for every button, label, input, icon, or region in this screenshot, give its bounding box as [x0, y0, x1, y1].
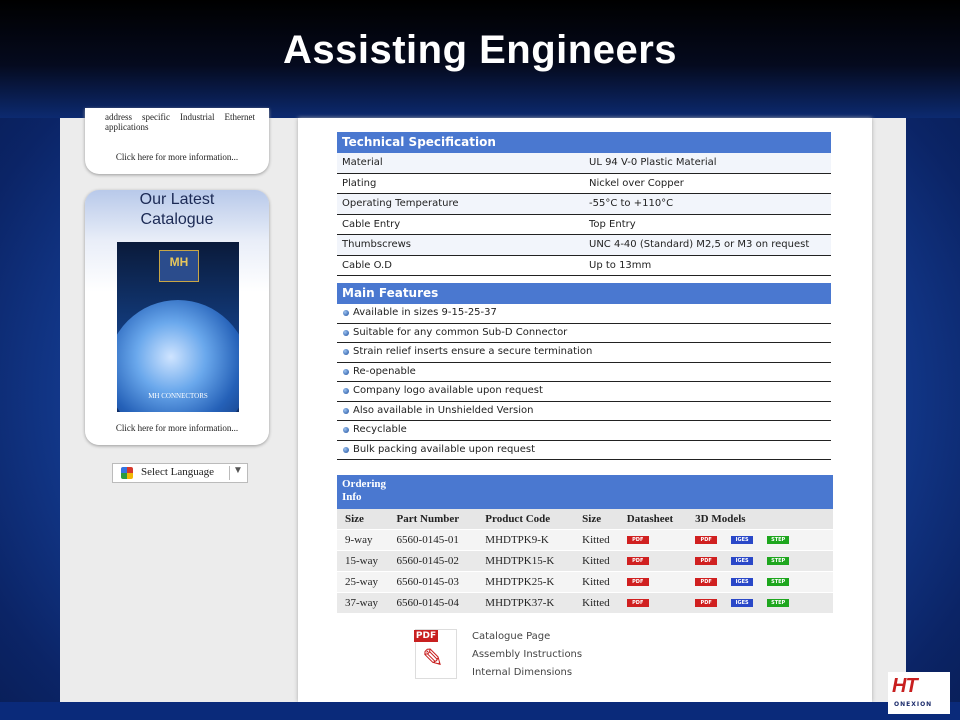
size-cell: 15-way [337, 551, 389, 572]
google-icon [121, 467, 133, 479]
feature-item [337, 304, 831, 324]
models-cell [687, 593, 833, 614]
model-pdf-button[interactable]: PDF [695, 557, 717, 565]
bullet-icon [343, 330, 349, 336]
language-label: Select Language [141, 466, 214, 478]
feature-text: Available in sizes 9-15-25-37 [353, 307, 497, 318]
spec-value: Nickel over Copper [589, 177, 684, 189]
bullet-icon [343, 408, 349, 414]
ordering-heading-line1: Ordering [342, 478, 386, 490]
info-card-link[interactable]: Click here for more information... [115, 152, 239, 162]
ordering-table [337, 475, 833, 613]
product-code-cell: MHDTPK9-K [477, 530, 574, 551]
product-panel [298, 118, 872, 702]
feature-item [337, 343, 831, 363]
datasheet-pdf-button[interactable]: PDF [627, 536, 649, 544]
datasheet-pdf-button[interactable]: PDF [627, 578, 649, 586]
chevron-down-icon[interactable]: ▼ [233, 465, 243, 476]
datasheet-pdf-button[interactable]: PDF [627, 599, 649, 607]
info-card [85, 108, 269, 174]
sidebar [60, 112, 296, 702]
catalogue-heading-line2: Catalogue [140, 211, 214, 228]
datasheet-cell [619, 551, 687, 572]
catalogue-link[interactable]: Click here for more information... [115, 423, 239, 433]
spec-key: Operating Temperature [342, 198, 459, 209]
catalogue-heading [85, 190, 269, 230]
feature-item [337, 402, 831, 422]
column-header: Datasheet [619, 509, 687, 530]
model-iges-button[interactable]: IGES [731, 536, 753, 544]
document-link[interactable]: Assembly Instructions [472, 649, 583, 660]
part-number-cell: 6560-0145-03 [389, 572, 478, 593]
logo-subtext: ONEXION [894, 701, 933, 708]
select-divider [229, 466, 230, 480]
bullet-icon [343, 388, 349, 394]
spec-row [337, 215, 831, 236]
catalogue-cover-image[interactable] [117, 242, 239, 412]
model-iges-button[interactable]: IGES [731, 578, 753, 586]
column-header: Size [337, 509, 389, 530]
feature-text: Re-openable [353, 365, 416, 377]
model-iges-button[interactable]: IGES [731, 557, 753, 565]
logo-mark: HT [892, 675, 917, 697]
model-step-button[interactable]: STEP [767, 599, 789, 607]
models-cell [687, 572, 833, 593]
bullet-icon [343, 349, 349, 355]
tech-spec-heading: Technical Specification [337, 132, 831, 153]
cover-logo: MH [159, 250, 199, 282]
cover-brand: MH CONNECTORS [148, 392, 208, 400]
document-links [472, 628, 582, 682]
model-step-button[interactable]: STEP [767, 536, 789, 544]
spec-value: UL 94 V-0 Plastic Material [589, 157, 717, 168]
spec-row [337, 194, 831, 215]
ordering-grid [337, 509, 833, 613]
models-cell [687, 551, 833, 572]
spec-key: Thumbscrews [342, 239, 412, 250]
column-header: Product Code [477, 509, 574, 530]
table-row [337, 572, 833, 593]
datasheet-cell [619, 530, 687, 551]
model-step-button[interactable]: STEP [767, 578, 789, 586]
feature-text: Recyclable [353, 424, 407, 435]
datasheet-cell [619, 572, 687, 593]
feature-item [337, 441, 831, 461]
spec-value: Up to 13mm [589, 259, 652, 271]
document-link[interactable]: Catalogue Page [472, 631, 551, 642]
models-cell [687, 530, 833, 551]
catalogue-heading-line1: Our Latest [139, 191, 215, 208]
table-row [337, 551, 833, 572]
slide-footer [0, 702, 960, 720]
size-cell: 25-way [337, 572, 389, 593]
column-header: Part Number [389, 509, 478, 530]
feature-text: Bulk packing available upon request [353, 443, 536, 455]
language-select[interactable] [112, 463, 248, 483]
model-pdf-button[interactable]: PDF [695, 536, 717, 544]
spec-row [337, 153, 831, 174]
spec-row [337, 174, 831, 195]
kit-cell: Kitted [574, 593, 619, 614]
model-step-button[interactable]: STEP [767, 557, 789, 565]
column-header: 3D Models [687, 509, 833, 530]
part-number-cell: 6560-0145-04 [389, 593, 478, 614]
slide-title: Assisting Engineers [282, 28, 678, 72]
tech-spec-table [337, 132, 831, 276]
spec-key: Cable Entry [342, 218, 401, 230]
spec-row [337, 235, 831, 256]
kit-cell: Kitted [574, 530, 619, 551]
model-iges-button[interactable]: IGES [731, 599, 753, 607]
product-code-cell: MHDTPK25-K [477, 572, 574, 593]
size-cell: 37-way [337, 593, 389, 614]
model-pdf-button[interactable]: PDF [695, 578, 717, 586]
feature-text: Company logo available upon request [353, 385, 543, 396]
product-code-cell: MHDTPK37-K [477, 593, 574, 614]
feature-item [337, 363, 831, 383]
pdf-icon-tag: PDF [415, 631, 437, 641]
spec-key: Material [342, 157, 383, 168]
column-header: Size [574, 509, 619, 530]
model-pdf-button[interactable]: PDF [695, 599, 717, 607]
feature-text: Also available in Unshielded Version [353, 404, 534, 416]
info-card-text: address specific Industrial Ethernet applications [105, 112, 255, 132]
bullet-icon [343, 310, 349, 316]
bullet-icon [343, 427, 349, 433]
website-screenshot [60, 112, 906, 702]
spec-row [337, 256, 831, 277]
size-cell: 9-way [337, 530, 389, 551]
product-code-cell: MHDTPK15-K [477, 551, 574, 572]
spec-key: Cable O.D [342, 259, 392, 271]
table-row [337, 593, 833, 614]
features-heading: Main Features [337, 283, 831, 304]
feature-item [337, 324, 831, 344]
kit-cell: Kitted [574, 572, 619, 593]
ordering-heading-line2: Info [342, 491, 362, 503]
features-list [337, 283, 831, 460]
part-number-cell: 6560-0145-02 [389, 551, 478, 572]
acrobat-icon: ✎ [422, 644, 444, 674]
spec-value: Top Entry [589, 218, 636, 230]
document-link[interactable]: Internal Dimensions [472, 667, 573, 678]
bullet-icon [343, 447, 349, 453]
pdf-icon[interactable] [415, 629, 457, 679]
datasheet-cell [619, 593, 687, 614]
feature-text: Strain relief inserts ensure a secure termination [353, 346, 593, 357]
kit-cell: Kitted [574, 551, 619, 572]
bullet-icon [343, 369, 349, 375]
title-bar [0, 0, 960, 118]
spec-value: -55°C to +110°C [589, 198, 674, 209]
spec-key: Plating [342, 177, 377, 189]
datasheet-pdf-button[interactable]: PDF [627, 557, 649, 565]
feature-text: Suitable for any common Sub-D Connector [353, 326, 568, 338]
feature-item [337, 421, 831, 441]
table-row [337, 530, 833, 551]
company-logo [888, 672, 950, 714]
ordering-heading [337, 475, 833, 509]
part-number-cell: 6560-0145-01 [389, 530, 478, 551]
catalogue-card[interactable] [85, 190, 269, 445]
spec-value: UNC 4-40 (Standard) M2,5 or M3 on request [589, 239, 810, 250]
feature-item [337, 382, 831, 402]
